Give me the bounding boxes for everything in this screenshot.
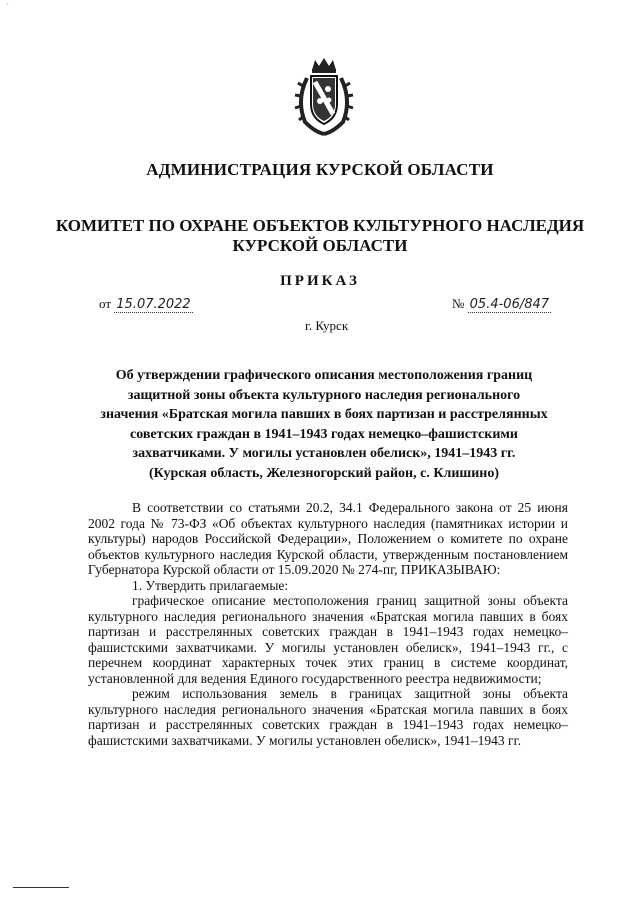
administration-heading: АДМИНИСТРАЦИЯ КУРСКОЙ ОБЛАСТИ: [146, 160, 494, 179]
number-prefix: №: [452, 296, 465, 311]
title-line: советских граждан в 1941–1943 годах немецко–фашистскими: [130, 426, 518, 442]
title-line: значения «Братская могила павших в боях партизан и расстрелянных: [100, 407, 548, 422]
footer-rule: [13, 887, 69, 888]
committee-line-1: КОМИТЕТ ПО ОХРАНЕ ОБЪЕКТОВ КУЛЬТУРНОГО НАСЛЕДИЯ: [55, 216, 585, 235]
coat-of-arms: [293, 56, 355, 136]
committee-line-2: КУРСКОЙ ОБЛАСТИ: [232, 236, 408, 255]
order-body: [88, 500, 568, 748]
order-title: [80, 366, 568, 483]
date-value: 15.07.2022: [116, 297, 191, 312]
city: г. Курск: [305, 318, 349, 333]
title-line: захватчиками. У могилы установлен обелиск», 1941–1943 гг.: [132, 446, 516, 461]
date-prefix: от: [99, 296, 112, 311]
corner-mark: `: [6, 2, 9, 11]
title-line: (Курская область, Железногорский район, с. Клишино): [148, 465, 500, 481]
body-paragraph: 1. Утвердить прилагаемые:: [132, 577, 289, 593]
number-value: 05.4-06/847: [469, 297, 550, 312]
title-line: Об утверждении графического описания местоположения границ: [115, 368, 533, 383]
title-line: защитной зоны объекта культурного наследия регионального: [127, 387, 521, 403]
body-paragraph: В соответствии со статьями 20.2, 34.1 Федерального закона от 25 июня 2002 года № 73-ФЗ «Об объектах культурного наследия (памятниках истории и культуры) народов Российской Федерации», Положением о комитете по охране объектов культурного наследия Курской области, утвержденным постановлением Губернатора Курской области от 15.09.2020 № 274-пг, ПРИКАЗЫВАЮ:: [88, 500, 568, 577]
document-type: ПРИКАЗ: [280, 273, 360, 289]
body-paragraph: графическое описание местоположения границ защитной зоны объекта культурного наследия регионального значения «Братская могила павших в боях партизан и расстрелянных советских граждан в 1941–1943 годах немецко–фашистскими захватчиками. У могилы установлен обелиск», 1941–1943 гг., с перечнем координат характерных точек этих границ в системе координат, установленной для ведения Единого государственного реестра недвижимости;: [88, 593, 568, 686]
body-paragraph: режим использования земель в границах защитной зоны объекта культурного наследия регионального значения «Братская могила павших в боях партизан и расстрелянных советских граждан в 1941–1943 годах немецко–фашистскими захватчиками. У могилы установлен обелиск», 1941–1943 гг.: [88, 686, 568, 748]
committee-heading: [0, 216, 640, 256]
number-line: [452, 296, 551, 312]
date-line: [99, 296, 193, 312]
